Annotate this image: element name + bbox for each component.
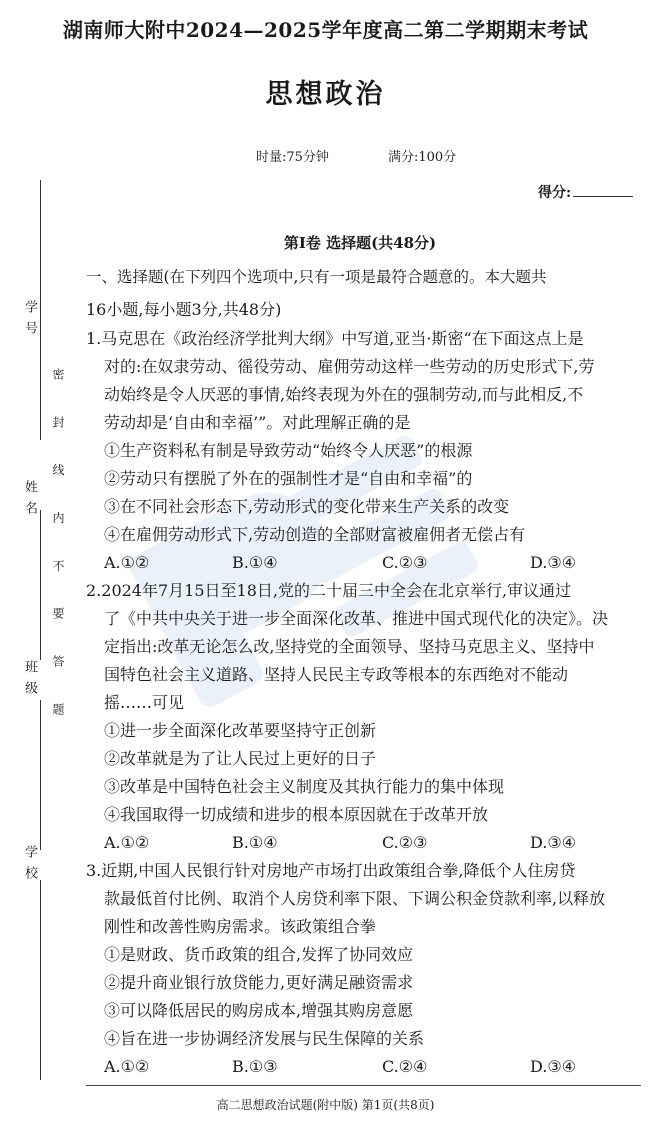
score-label: 得分: bbox=[538, 185, 572, 201]
footer-divider bbox=[86, 1085, 641, 1086]
seal-warning: 密 封 线 内 不 要 答 题 bbox=[51, 368, 65, 731]
name-label: 姓 名 bbox=[22, 480, 37, 517]
question-1-stem: 对的:在奴隶劳动、徭役劳动、雇佣劳动这样一些劳动的历史形式下,劳 bbox=[104, 357, 595, 376]
option-c: C.②④ bbox=[382, 1057, 428, 1076]
option-d: D.③④ bbox=[530, 833, 577, 852]
question-1-item: ①生产资料私有制是导致劳动“始终令人厌恶”的根源 bbox=[104, 441, 473, 460]
student-id-label: 学 号 bbox=[22, 300, 37, 337]
question-3-stem: 款最低首付比例、取消个人房贷利率下限、下调公积金贷款利率,以释放 bbox=[104, 889, 606, 908]
option-b: B.①④ bbox=[232, 833, 278, 852]
question-1-item: ③在不同社会形态下,劳动形式的变化带来生产关系的改变 bbox=[104, 497, 510, 516]
option-c: C.②③ bbox=[382, 833, 428, 852]
question-2-item: ②改革就是为了让人民过上更好的日子 bbox=[104, 749, 377, 768]
question-2-item: ①进一步全面深化改革要坚持守正创新 bbox=[104, 721, 377, 740]
score-field bbox=[538, 182, 633, 202]
question-1-stem: 动始终是令人厌恶的事情,始终表现为外在的强制劳动,而与此相反,不 bbox=[104, 385, 584, 404]
question-1-item: ④在雇佣劳动形式下,劳动创造的全部财富被雇佣者无偿占有 bbox=[104, 525, 526, 544]
section-title: 第Ⅰ卷 选择题(共48分) bbox=[283, 234, 437, 252]
option-a: A.①② bbox=[104, 553, 150, 572]
option-c: C.②③ bbox=[382, 553, 428, 572]
full-score: 满分:100分 bbox=[388, 150, 457, 165]
exam-title: 湖南师大附中2024—2025学年度高二第二学期期末考试 bbox=[62, 18, 589, 42]
question-3-item: ④旨在进一步协调经济发展与民生保障的关系 bbox=[104, 1029, 425, 1048]
question-1-stem: 1.马克思在《政治经济学批判大纲》中写道,亚当·斯密“在下面这点上是 bbox=[86, 329, 584, 348]
question-2-stem: 2.2024年7月15日至18日,党的二十届三中全会在北京举行,审议通过 bbox=[86, 581, 572, 600]
question-2-stem: 定指出:改革无论怎么改,坚持党的全面领导、坚持马克思主义、坚持中 bbox=[104, 637, 595, 656]
option-b: B.①④ bbox=[232, 553, 278, 572]
question-3-stem: 刚性和改善性购房需求。该政策组合拳 bbox=[104, 917, 377, 936]
instructions-line: 一、选择题(在下列四个选项中,只有一项是最符合题意的。本大题共 bbox=[86, 268, 547, 286]
margin-line bbox=[40, 510, 41, 660]
question-1-stem: 劳动却是‘自由和幸福’”。对此理解正确的是 bbox=[104, 413, 411, 432]
subject-title: 思想政治 bbox=[265, 79, 386, 110]
question-1-item: ②劳动只有摆脱了外在的强制性才是“自由和幸福”的 bbox=[104, 469, 473, 488]
margin-line bbox=[40, 180, 41, 440]
page-footer: 高二思想政治试题(附中版) 第1页(共8页) bbox=[216, 1098, 435, 1112]
question-2-item: ④我国取得一切成绩和进步的根本原因就在于改革开放 bbox=[104, 805, 489, 824]
option-b: B.①③ bbox=[232, 1057, 278, 1076]
class-label: 班 级 bbox=[22, 660, 37, 697]
question-3-item: ①是财政、货币政策的组合,发挥了协同效应 bbox=[104, 945, 414, 964]
option-d: D.③④ bbox=[530, 1057, 577, 1076]
school-label: 学 校 bbox=[22, 845, 37, 882]
question-2-stem: 摇……可见 bbox=[104, 693, 185, 712]
question-3-item: ③可以降低居民的购房成本,增强其购房意愿 bbox=[104, 1001, 414, 1020]
margin-line bbox=[40, 880, 41, 1080]
question-3-item: ②提升商业银行放贷能力,更好满足融资需求 bbox=[104, 973, 414, 992]
margin-line bbox=[40, 700, 41, 850]
question-3-stem: 3.近期,中国人民银行针对房地产市场打出政策组合拳,降低个人住房贷 bbox=[86, 861, 576, 880]
question-2-stem: 了《中共中央关于进一步全面深化改革、推进中国式现代化的决定》。决 bbox=[104, 609, 609, 628]
question-2-stem: 国特色社会主义道路、坚持人民民主专政等根本的东西绝对不能动 bbox=[104, 665, 569, 684]
option-a: A.①② bbox=[104, 1057, 150, 1076]
exam-duration: 时量:75分钟 bbox=[256, 150, 329, 165]
score-blank bbox=[573, 184, 633, 197]
question-2-item: ③改革是中国特色社会主义制度及其执行能力的集中体现 bbox=[104, 777, 505, 796]
instructions-line: 16小题,每小题3分,共48分) bbox=[86, 300, 282, 319]
option-d: D.③④ bbox=[530, 553, 577, 572]
option-a: A.①② bbox=[104, 833, 150, 852]
